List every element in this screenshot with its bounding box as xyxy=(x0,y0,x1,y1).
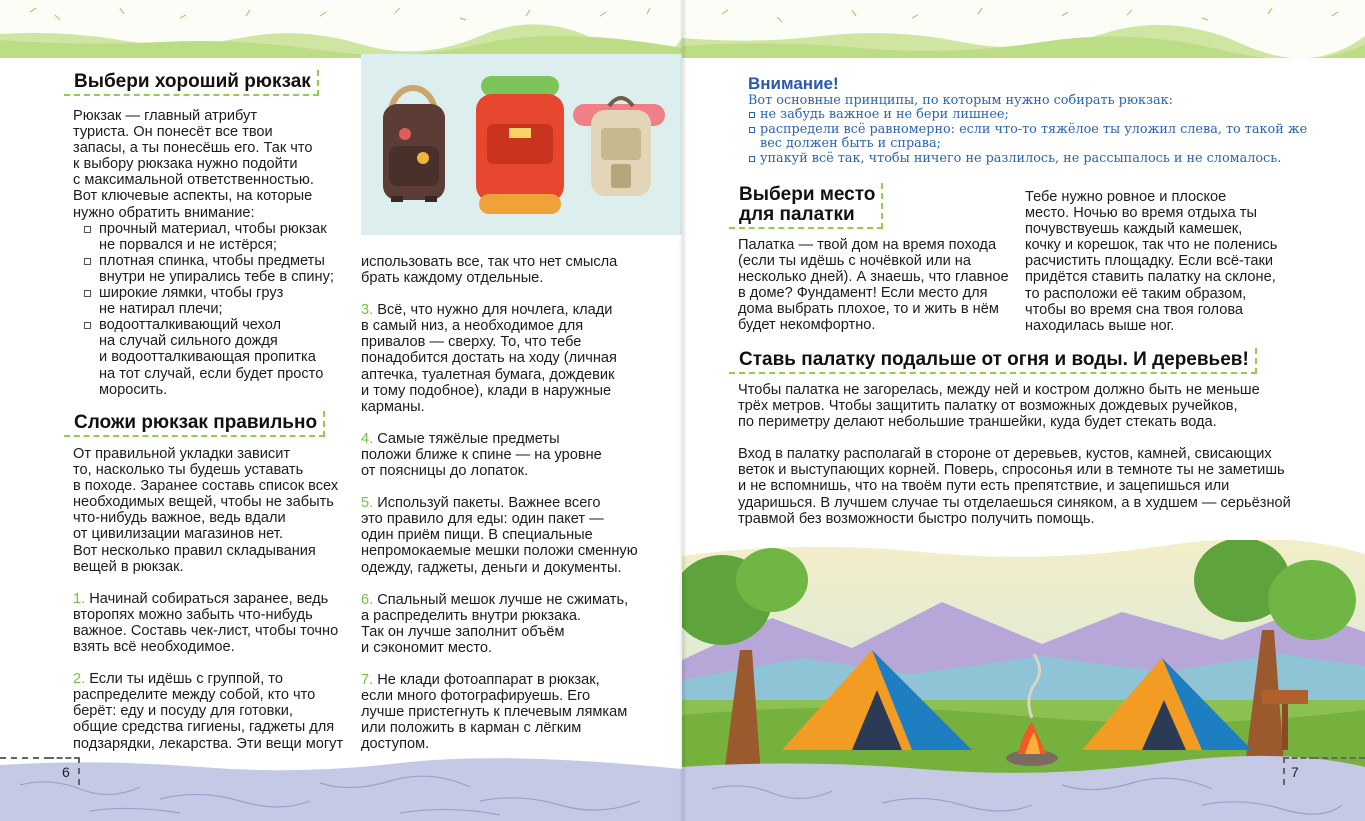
list-item: упакуй всё так, чтобы ничего не разлилось, не рассыпалось и не сломалось. xyxy=(748,152,1307,166)
section4-body: Чтобы палатка не загорелась, между ней и костром должно быть не меньше трёх метров. Чтобы защитить палатку от возможных дождевых ручейков, по периметру делают небольшие траншейки, куда будет стекать вода. Вход в палатку располагай в стороне от деревьев, кустов, камней, свисающих веток и выступающих корней. Поверь, спросонья или в темноте ты не заметишь и не вспомнишь, что на твоём пути есть препятствие, и зацепишься или ударишься. В лучшем случае ты отделаешься синяком, а в худшем — серьёзной травмой без возможности быстро получить помощь. xyxy=(738,382,1291,527)
page-number-frame xyxy=(1283,757,1315,785)
rule-5: 5. Используй пакеты. Важнее всего это правило для еды: один пакет — один приём пищи. В специальные непромокаемые мешки положи сменную одежду, гаджеты, деньги и документы. xyxy=(361,495,638,576)
text-line: запасы, а ты понесёшь его. Так что xyxy=(73,140,313,157)
list-item: не забудь важное и не бери лишнее; xyxy=(748,108,1307,122)
text-line: с максимальной ответственностью. xyxy=(73,172,314,189)
bottom-decorative-band-right xyxy=(682,755,1365,821)
column2-body: использовать все, так что нет смысла брать каждому отдельные. 3. Всё, что нужно для ночлега, клади в самый низ, а необходимое для привалов — сверху. То, что тебе понадобится достать на ходу (личная аптечка, туалетная бумага, дождевик и тому подобное), клади в наружные карманы. 4. Самые тяжёлые предметы положи ближе к спине — на уровне от поясницы до лопаток. 5. Используй пакеты. Важнее всего это правило для еды: один пакет — один приём пищи. В специальные непромокаемые мешки положи сменную одежду, гаджеты, деньги и документы. 6. Спальный мешок лучше не сжимать, а распределить внутри рюкзака. Так он лучше заполнит объём и сэкономит место. 7. Не клади фотоаппарат в рюкзак, если много фотографируешь. Его лучше пристегнуть к плечевым лямкам или положить в карман с лёгким доступом. xyxy=(361,254,638,753)
attention-intro: Вот основные принципы, по которым нужно собирать рюкзак: xyxy=(748,93,1173,108)
rule-6: 6. Спальный мешок лучше не сжимать, а распределить внутри рюкзака. Так он лучше заполнит объём и сэкономит место. xyxy=(361,591,629,656)
heading-choose-tent-place: Выбери место для палатки xyxy=(735,183,883,229)
text-line: туриста. Он понесёт все твои xyxy=(73,124,273,141)
section2-body: От правильной укладки зависит то, насколько ты будешь уставать в походе. Заранее составь список всех необходимых вещей, чтобы не забыть что-нибудь важное, ведь вдали от цивилизации магазинов нет. Вот несколько правил складывания вещей в рюкзак. 1. Начинай собираться заранее, ведь второпях можно забыть что-нибудь важное. Составь чек-лист, чтобы точно взять всё необходимое. 2. Если ты идёшь с группой, то распределите между собой, кто что берёт: еду и посуду для готовки, общие средства гигиены, гаджеты для подзарядки, лекарства. Эти вещи могут xyxy=(73,446,344,752)
backpack-aspects-list xyxy=(83,221,334,398)
page-number: 6 xyxy=(62,764,70,780)
page-number: 7 xyxy=(1291,764,1299,780)
attention-list xyxy=(748,108,1307,166)
backpacks-illustration xyxy=(361,54,682,235)
text-line: Вот ключевые аспекты, на которые xyxy=(73,188,313,205)
section1-body xyxy=(73,108,334,398)
heading-pack-backpack: Сложи рюкзак правильно xyxy=(70,411,325,437)
top-decorative-band xyxy=(0,0,682,58)
list-item: широкие лямки, чтобы груз не натирал плечи; xyxy=(83,285,334,317)
section3-col1: Палатка — твой дом на время похода (если ты идёшь с ночёвкой или на несколько дней). А знаешь, что главное в доме? Фундамент! Если место для дома выбрать плохое, то и жить в нём будет некомфортно. xyxy=(738,237,1009,334)
left-page xyxy=(0,0,682,821)
heading-choose-backpack: Выбери хороший рюкзак xyxy=(70,70,319,96)
text-line: к выбору рюкзака нужно подойти xyxy=(73,156,298,173)
top-decorative-band xyxy=(682,0,1365,58)
list-item: прочный материал, чтобы рюкзак не порвался и не истёрся; xyxy=(83,221,334,253)
campsite-illustration xyxy=(682,540,1365,790)
list-item: плотная спинка, чтобы предметы внутри не упирались тебе в спину; xyxy=(83,253,334,285)
text-line: нужно обратить внимание: xyxy=(73,204,255,221)
rule-7: 7. Не клади фотоаппарат в рюкзак, если много фотографируешь. Его лучше пристегнуть к плечевым лямкам или положить в карман с лёгким доступом. xyxy=(361,671,628,753)
book-spine xyxy=(679,0,687,821)
attention-box xyxy=(748,74,1307,166)
text-line: Рюкзак — главный атрибут xyxy=(73,108,258,124)
footer-dash xyxy=(1313,757,1365,759)
heading-tent-away-from-fire: Ставь палатку подальше от огня и воды. И деревьев! xyxy=(735,348,1257,374)
footer-dash xyxy=(0,757,50,759)
section3-col2: Тебе нужно ровное и плоское место. Ночью во время отдыха ты почувствуешь каждый камешек, кочку и корешок, так что не поленись расчистить площадку. Если всё-таки придётся ставить палатку на склоне, то расположи её таким образом, чтобы во время сна твоя голова находилась выше ног. xyxy=(1025,189,1278,334)
list-item: распредели всё равномерно: если что-то тяжёлое ты уложил слева, то такой же вес должен быть и справа; xyxy=(748,123,1307,152)
rule-3: 3. Всё, что нужно для ночлега, клади в самый низ, а необходимое для привалов — сверху. То, что тебе понадобится достать на ходу (личная аптечка, туалетная бумага, дождевик и тому подобное), клади в наружные карманы. xyxy=(361,302,617,415)
bottom-decorative-band xyxy=(0,755,682,821)
list-item: водоотталкивающий чехол на случай сильного дождя и водоотталкивающая пропитка на тот случай, если будет просто моросить. xyxy=(83,317,334,397)
rule-1: 1. Начинай собираться заранее, ведь второпях можно забыть что-нибудь важное. Составь чек-лист, чтобы точно взять всё необходимое. xyxy=(73,590,339,656)
rule-4: 4. Самые тяжёлые предметы положи ближе к спине — на уровне от поясницы до лопаток. xyxy=(361,430,602,480)
rule-2: 2. Если ты идёшь с группой, то распределите между собой, кто что берёт: еду и посуду для готовки, общие средства гигиены, гаджеты для подзарядки, лекарства. Эти вещи могут xyxy=(73,671,344,752)
attention-title: Внимание! xyxy=(748,74,839,93)
